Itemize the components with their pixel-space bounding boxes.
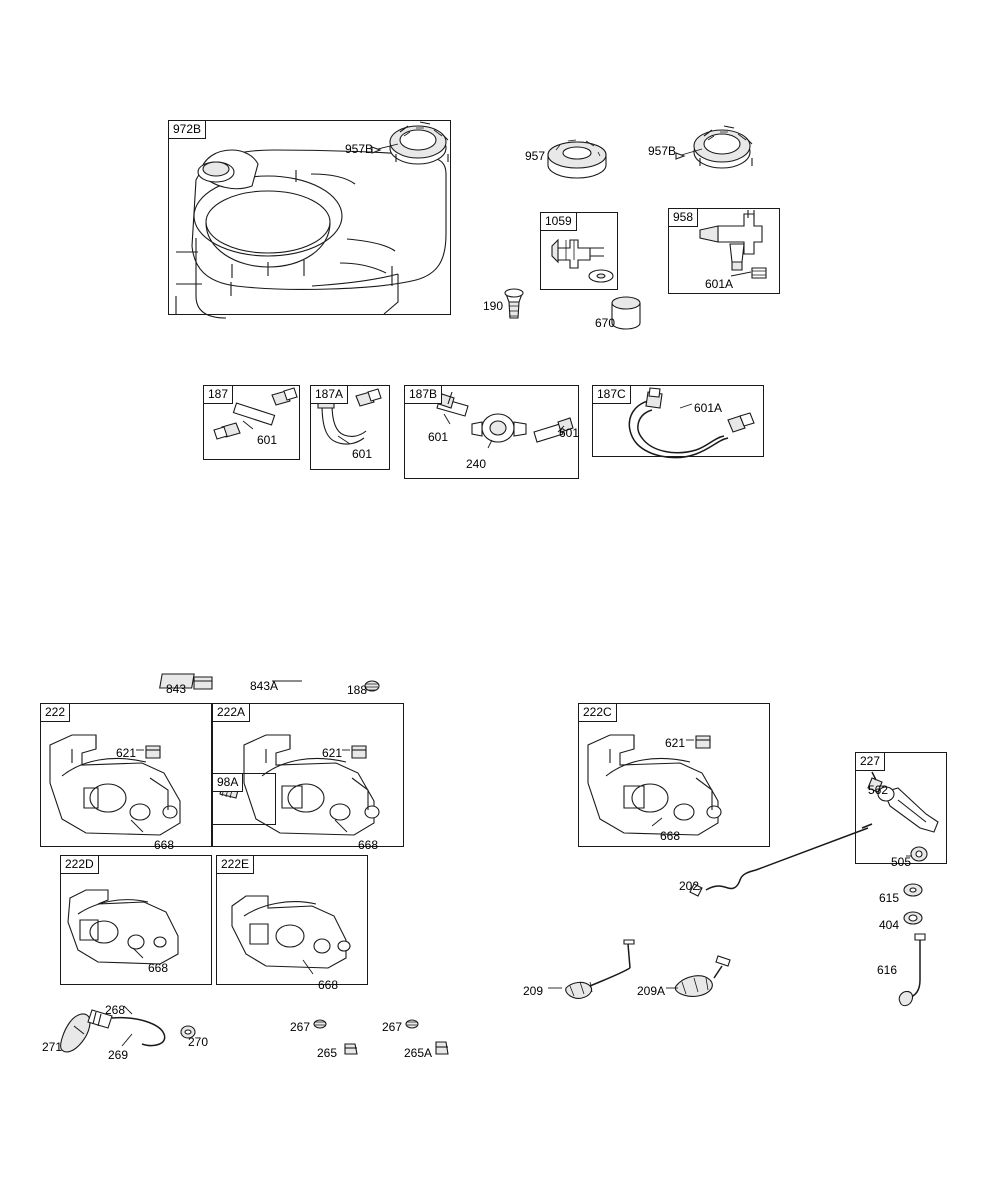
hardware-267-a: [314, 1020, 326, 1028]
group-box-187C: [592, 385, 764, 457]
group-box-222D: [60, 855, 212, 985]
callout-670: 670: [595, 316, 616, 330]
callout-621-222c: 621: [665, 736, 686, 750]
group-label-972B: 972B: [169, 121, 206, 139]
washer-615: [904, 884, 922, 896]
group-label-187B: 187B: [405, 386, 442, 404]
callout-269: 269: [108, 1048, 129, 1062]
callout-562: 562: [868, 783, 889, 797]
group-label-222D: 222D: [61, 856, 99, 874]
screw-190: [505, 289, 523, 318]
callout-601-187a: 601: [352, 447, 373, 461]
group-box-1059: [540, 212, 618, 290]
callout-240: 240: [466, 457, 487, 471]
bushing-670: [612, 297, 640, 329]
callout-601A-958: 601A: [705, 277, 734, 291]
group-label-187A: 187A: [311, 386, 348, 404]
callout-267-b: 267: [382, 1020, 403, 1034]
group-box-222C: [578, 703, 770, 847]
callout-270: 270: [188, 1035, 209, 1049]
group-box-187A: [310, 385, 390, 470]
group-label-187: 187: [204, 386, 233, 404]
callout-668-222c: 668: [660, 829, 681, 843]
washer-404: [904, 912, 922, 924]
group-label-222: 222: [41, 704, 70, 722]
group-label-187C: 187C: [593, 386, 631, 404]
group-label-227: 227: [856, 753, 885, 771]
callout-268: 268: [105, 1003, 126, 1017]
callout-668-222e: 668: [318, 978, 339, 992]
group-label-958: 958: [669, 209, 698, 227]
callout-505: 505: [891, 855, 912, 869]
hardware-188: [365, 681, 379, 691]
cable-assembly: [61, 1003, 195, 1052]
callout-843: 843: [166, 682, 187, 696]
group-box-222E: [216, 855, 368, 985]
callout-616: 616: [877, 963, 898, 977]
group-label-222E: 222E: [217, 856, 254, 874]
group-box-972B: [168, 120, 451, 315]
fuel-cap-957: [548, 140, 606, 178]
group-box-187: [203, 385, 300, 460]
callout-843A: 843A: [250, 679, 279, 693]
group-label-222C: 222C: [579, 704, 617, 722]
callout-601-187b-left: 601: [428, 430, 449, 444]
group-label-222A: 222A: [213, 704, 250, 722]
callout-202: 202: [679, 879, 700, 893]
group-box-227: [855, 752, 947, 864]
callout-668-222: 668: [154, 838, 175, 852]
callout-404: 404: [879, 918, 900, 932]
rod-616: [899, 934, 925, 1006]
hardware-843: [194, 677, 212, 689]
callout-957: 957: [525, 149, 546, 163]
group-box-98A: [212, 773, 276, 825]
callout-190: 190: [483, 299, 504, 313]
spring-209: [548, 940, 634, 998]
callout-601-187: 601: [257, 433, 278, 447]
callout-265A: 265A: [404, 1046, 433, 1060]
hardware-265: [345, 1044, 357, 1054]
callout-265: 265: [317, 1046, 338, 1060]
hardware-265a: [436, 1042, 448, 1054]
group-label-98A: 98A: [213, 774, 243, 792]
hardware-267-b: [406, 1020, 418, 1028]
callout-621-222: 621: [116, 746, 137, 760]
spring-209a: [666, 956, 730, 996]
callout-188: 188: [347, 683, 368, 697]
callout-209: 209: [523, 984, 544, 998]
callout-601A-187c: 601A: [694, 401, 723, 415]
callout-601-187b-right: 601: [559, 426, 580, 440]
group-label-1059: 1059: [541, 213, 577, 231]
fuel-cap-957b-b: [676, 126, 752, 168]
callout-271: 271: [42, 1040, 63, 1054]
callout-621-222a: 621: [322, 746, 343, 760]
callout-209A: 209A: [637, 984, 666, 998]
callout-267-a: 267: [290, 1020, 311, 1034]
callout-668-222a: 668: [358, 838, 379, 852]
callout-615: 615: [879, 891, 900, 905]
callout-668-222d: 668: [148, 961, 169, 975]
callout-957B-b: 957B: [648, 144, 677, 158]
group-box-222: [40, 703, 212, 847]
callout-957B-a: 957B: [345, 142, 374, 156]
